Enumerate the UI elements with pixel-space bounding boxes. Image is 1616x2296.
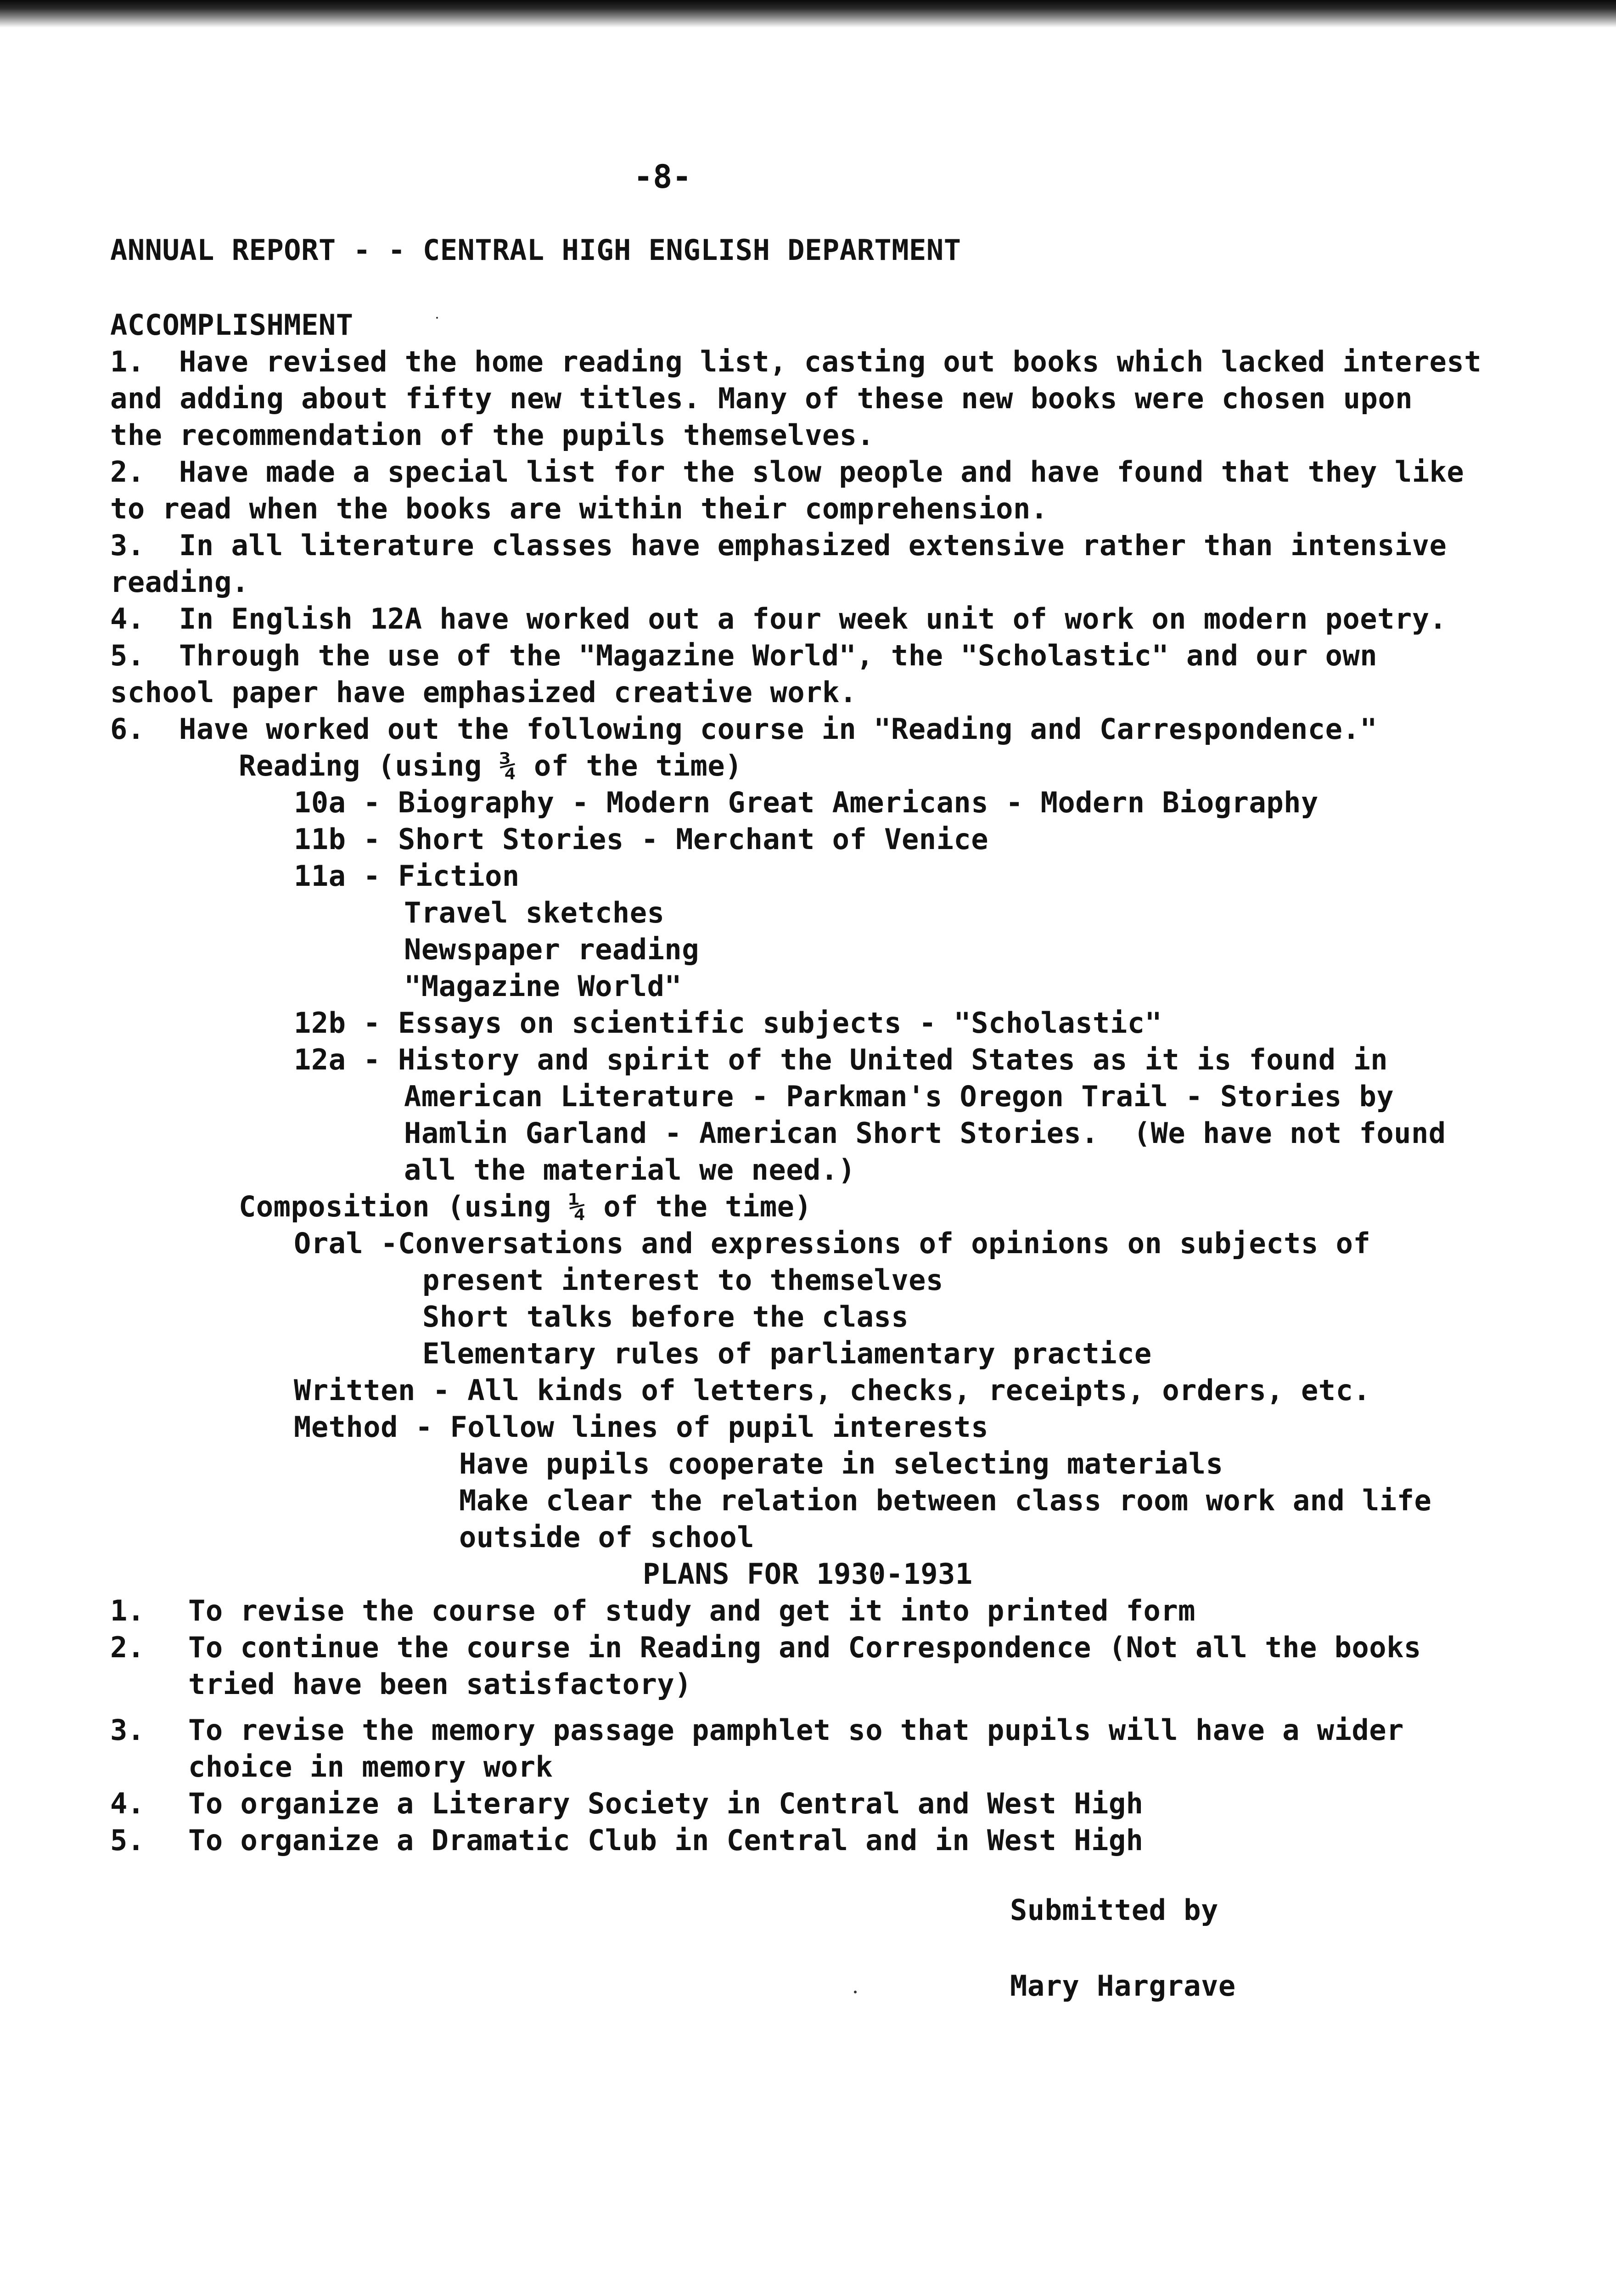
accomplishment-4-number: 4. — [110, 602, 145, 636]
submitted-by: Submitted by — [1010, 1893, 1218, 1927]
plan-5-line-1: To organize a Dramatic Club in Central and in West High — [188, 1823, 1144, 1857]
report-heading: ANNUAL REPORT - - CENTRAL HIGH ENGLISH DEPARTMENT — [110, 233, 961, 267]
accomplishment-3-line-2: reading. — [110, 565, 249, 599]
accomplishment-2-number: 2. — [110, 455, 145, 489]
plan-4-line-1: To organize a Literary Society in Central and West High — [188, 1787, 1144, 1820]
plan-2-line-1: To continue the course in Reading and Correspondence (Not all the books — [188, 1631, 1421, 1664]
course-10a: 10a - Biography - Modern Great Americans - Modern Biography — [294, 786, 1319, 819]
course-12b: 12b - Essays on scientific subjects - "Scholastic" — [294, 1006, 1162, 1040]
scan-speck — [854, 1991, 857, 1993]
accomplishment-1-line-1: Have revised the home reading list, casting out books which lacked interest — [179, 345, 1482, 378]
plan-3-number: 3. — [110, 1713, 145, 1747]
course-11b: 11b - Short Stories - Merchant of Venice — [294, 822, 989, 856]
course-12a-line-4: all the material we need.) — [404, 1153, 856, 1187]
accomplishment-6-line-1: Have worked out the following course in "Reading and Carrespondence." — [179, 712, 1378, 746]
accomplishment-4-line-1: In English 12A have worked out a four week unit of work on modern poetry. — [179, 602, 1447, 636]
scan-speck — [436, 317, 438, 319]
course-12a-line-2: American Literature - Parkman's Oregon Trail - Stories by — [404, 1080, 1394, 1113]
plan-1-line-1: To revise the course of study and get it into printed form — [188, 1594, 1195, 1627]
course-11a-travel: Travel sketches — [404, 896, 665, 929]
course-oral-line-4: Elementary rules of parliamentary practice — [422, 1337, 1152, 1370]
course-written: Written - All kinds of letters, checks, receipts, orders, etc. — [294, 1373, 1371, 1407]
course-11a-magazine: "Magazine World" — [404, 969, 682, 1003]
accomplishment-3-number: 3. — [110, 529, 145, 562]
accomplishment-2-line-2: to read when the books are within their comprehension. — [110, 492, 1048, 525]
course-oral-line-2: present interest to themselves — [422, 1263, 943, 1297]
plan-3-line-1: To revise the memory passage pamphlet so that pupils will have a wider — [188, 1713, 1404, 1747]
course-composition-heading: Composition (using ¼ of the time) — [239, 1190, 812, 1223]
course-method-line-4: outside of school — [459, 1520, 755, 1554]
course-12a: 12a - History and spirit of the United States as it is found in — [294, 1043, 1388, 1076]
plan-3-line-2: choice in memory work — [188, 1750, 553, 1784]
course-method-line-3: Make clear the relation between class room work and life — [459, 1484, 1432, 1517]
page-number: -8- — [634, 158, 692, 196]
course-oral: Oral -Conversations and expressions of opinions on subjects of — [294, 1227, 1371, 1260]
plan-4-number: 4. — [110, 1787, 145, 1820]
signature-name: Mary Hargrave — [1010, 1969, 1236, 2003]
accomplishment-6-number: 6. — [110, 712, 145, 746]
accomplishment-3-line-1: In all literature classes have emphasized extensive rather than intensive — [179, 529, 1447, 562]
plans-heading: PLANS FOR 1930-1931 — [643, 1557, 973, 1591]
course-11a: 11a - Fiction — [294, 859, 520, 893]
accomplishment-1-line-3: the recommendation of the pupils themselves. — [110, 418, 875, 452]
accomplishment-5-line-2: school paper have emphasized creative work. — [110, 675, 857, 709]
plan-2-number: 2. — [110, 1631, 145, 1664]
accomplishment-5-line-1: Through the use of the "Magazine World", the "Scholastic" and our own — [179, 639, 1378, 672]
course-oral-line-3: Short talks before the class — [422, 1300, 909, 1334]
plan-1-number: 1. — [110, 1594, 145, 1627]
plan-2-line-2: tried have been satisfactory) — [188, 1667, 692, 1701]
accomplishment-5-number: 5. — [110, 639, 145, 672]
course-12a-line-3: Hamlin Garland - American Short Stories. (We have not found — [404, 1116, 1446, 1150]
course-method: Method - Follow lines of pupil interests — [294, 1410, 989, 1444]
accomplishment-2-line-1: Have made a special list for the slow people and have found that they like — [179, 455, 1464, 489]
accomplishment-label: ACCOMPLISHMENT — [110, 308, 354, 342]
course-method-line-2: Have pupils cooperate in selecting materials — [459, 1447, 1223, 1480]
course-reading-heading: Reading (using ¾ of the time) — [239, 749, 742, 782]
accomplishment-1-line-2: and adding about fifty new titles. Many of these new books were chosen upon — [110, 382, 1413, 415]
accomplishment-1-number: 1. — [110, 345, 145, 378]
plan-5-number: 5. — [110, 1823, 145, 1857]
course-11a-newspaper: Newspaper reading — [404, 933, 700, 966]
